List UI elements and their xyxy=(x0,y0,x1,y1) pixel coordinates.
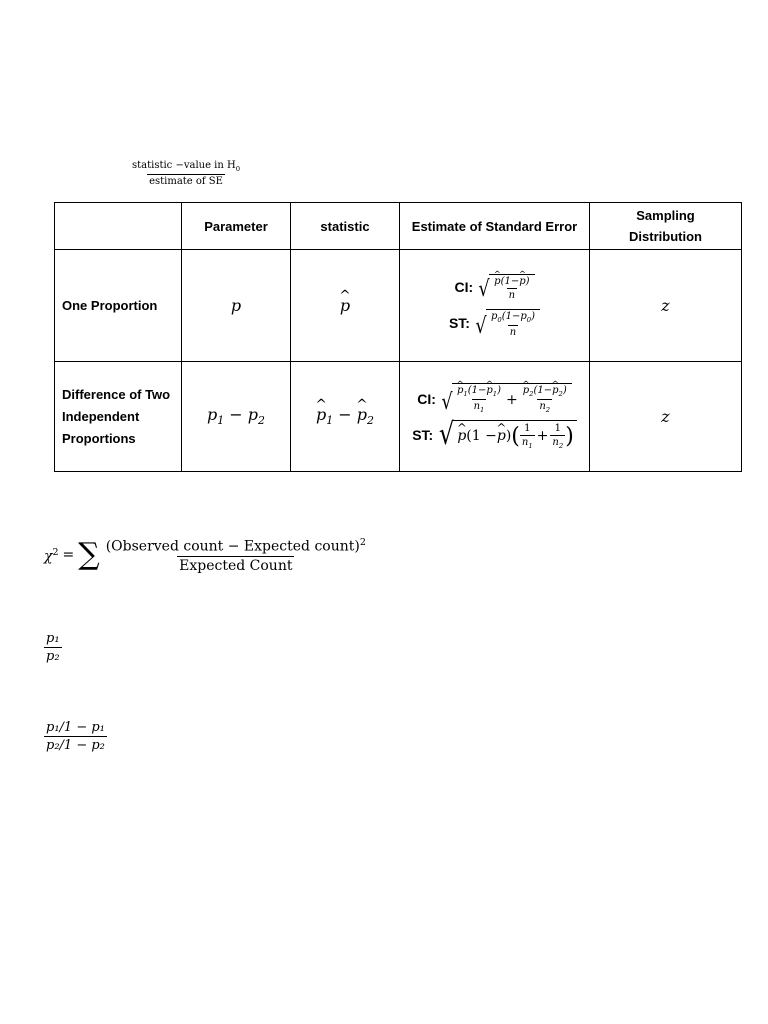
header-empty xyxy=(55,203,182,250)
header-standard-error: Estimate of Standard Error xyxy=(400,203,590,250)
test-statistic-formula xyxy=(130,160,242,187)
statistic-p-hat: ^ p xyxy=(291,250,400,362)
st-se-formula-2: √ ^ p (1 − ^ p ) ( $\frac{1}{n_1}$ + $\frac{1}{n_2}$ ) xyxy=(437,420,577,450)
chi-symbol: χ xyxy=(44,548,53,565)
statistic-p1hat-minus-p2hat: ^ $p_1$ − ^ $p_2$ xyxy=(291,362,400,472)
st-label: ST: xyxy=(448,315,470,331)
parameter-p1-minus-p2: $p_1 - p_2$ xyxy=(182,362,291,472)
proportions-formula-table xyxy=(54,202,742,472)
se-one-proportion xyxy=(400,250,590,362)
odds-numerator: p₁/1 − p₁ xyxy=(46,720,105,735)
test-statistic-numerator: statistic −value in H xyxy=(132,160,236,171)
table-header-row xyxy=(55,203,742,250)
distribution-z-2: z xyxy=(590,362,742,472)
ci-se-formula: √ ^ $\frac{p(1-\^{} p)}{n}$ xyxy=(477,274,534,301)
ci-label: CI: xyxy=(454,279,474,295)
chi-numerator: (Observed count − Expected count) xyxy=(105,538,360,555)
se-two-proportions xyxy=(400,362,590,472)
parameter-p: p xyxy=(182,250,291,362)
table-row-two-proportions xyxy=(55,362,742,472)
odds-ratio-formula xyxy=(44,720,107,753)
header-parameter: Parameter xyxy=(182,203,291,250)
chi-square-formula: $\chi^2$ = ∑ $\frac{(Observed count - Expected count)^2}{\text{Expected Count}}$ xyxy=(44,537,366,574)
ci-label-2: CI: xyxy=(417,390,436,407)
h-sub: 0 xyxy=(235,165,241,173)
ratio-denominator: p₂ xyxy=(46,649,60,664)
ratio-numerator: p₁ xyxy=(46,631,60,646)
distribution-z: z xyxy=(590,250,742,362)
ci-se-formula-2: √ ^ $\frac{p_1(1-\^{} p_1)}{n_1}$ + ^ $\frac{p_2(1-\^{} p_2)}{n_2}$ xyxy=(440,383,572,414)
chi-denominator: Expected Count xyxy=(179,557,293,574)
relative-risk-formula xyxy=(44,631,62,664)
header-sampling-distribution: Sampling Distribution xyxy=(590,203,742,250)
summation-symbol: ∑ xyxy=(78,537,100,573)
st-se-formula: √ $\frac{p_0(1-p_0)}{n}$ xyxy=(474,309,540,338)
header-statistic: statistic xyxy=(291,203,400,250)
test-statistic-denominator: estimate of SE xyxy=(149,176,223,187)
st-label-2: ST: xyxy=(412,427,434,443)
row-label-one-proportion: One Proportion xyxy=(55,250,182,362)
odds-denominator: p₂/1 − p₂ xyxy=(46,738,105,753)
row-label-two-proportions: Difference of Two Independent Proportions xyxy=(55,362,182,472)
table-row-one-proportion xyxy=(55,250,742,362)
